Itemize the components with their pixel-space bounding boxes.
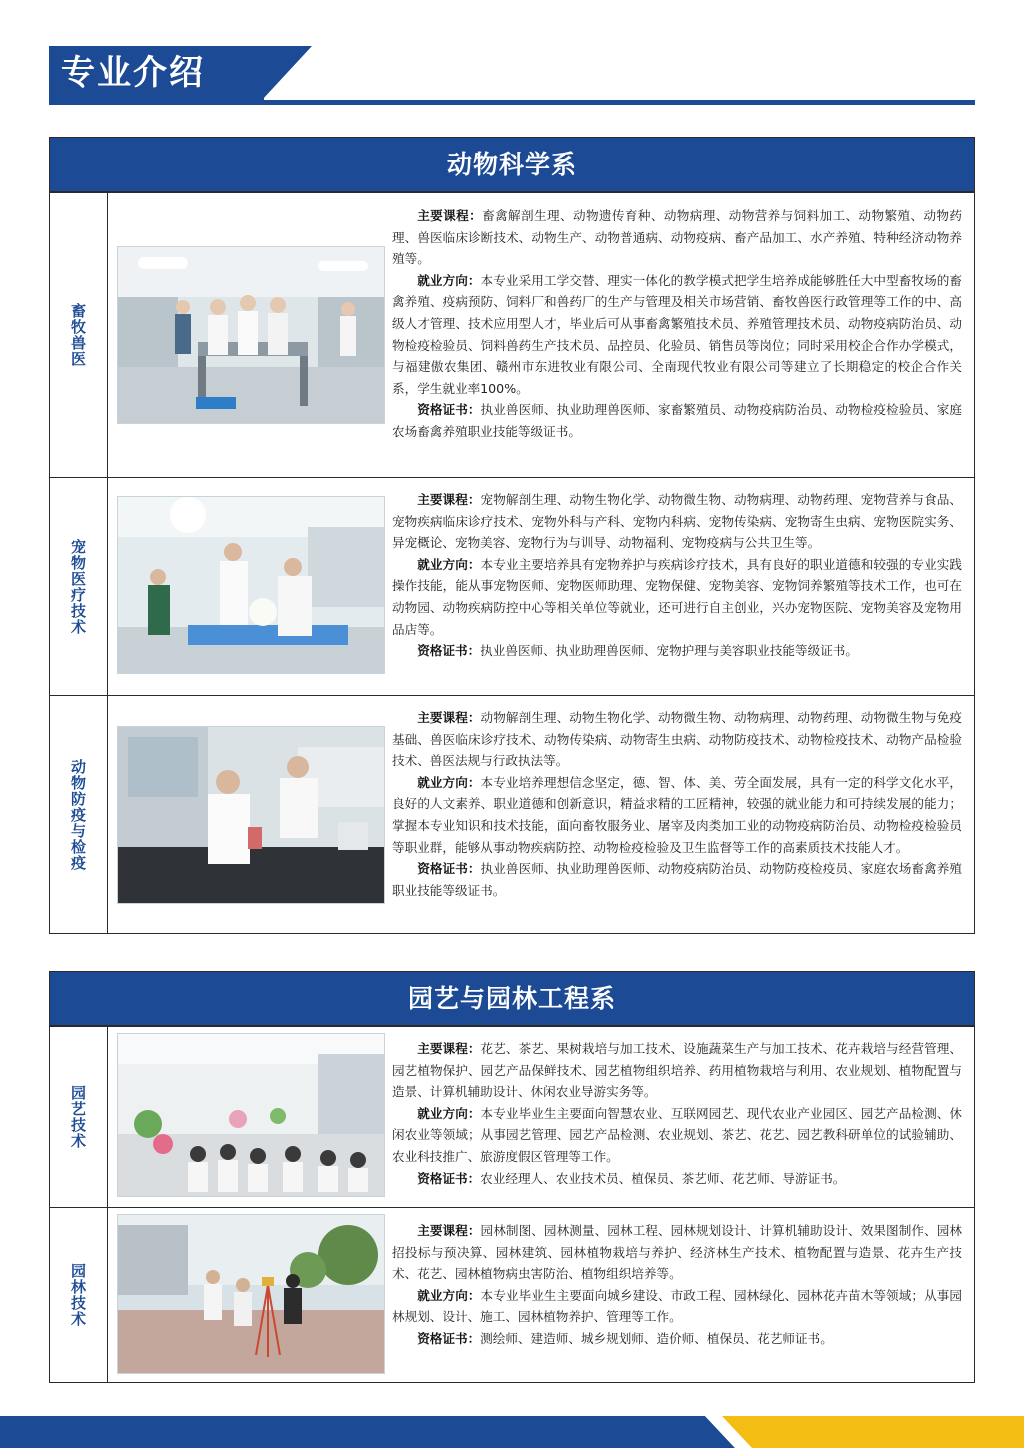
major-row-pet-medical <box>50 477 974 695</box>
major-label: 宠物医疗技术 <box>69 538 87 635</box>
cert-label: 资格证书： <box>417 861 481 877</box>
career-label: 就业方向： <box>417 1287 481 1303</box>
cert-text: 测绘师、建造师、城乡规划师、造价师、植保员、花艺师证书。 <box>480 1330 833 1346</box>
career-paragraph <box>392 270 962 400</box>
major-label-cell <box>50 696 108 933</box>
career-label: 就业方向： <box>417 774 481 790</box>
courses-text: 宠物解剖生理、动物生物化学、动物微生物、动物病理、动物药理、宠物营养与食品、宠物疾病临床诊疗技术、宠物外科与产科、宠物内科病、宠物传染病、宠物寄生虫病、宠物医院实务、异宠概论、宠物美容、宠物行为与训导、动物福利、宠物疫病与公共卫生等。 <box>392 492 962 551</box>
courses-label: 主要课程： <box>417 492 481 507</box>
courses-text: 动物解剖生理、动物生物化学、动物微生物、动物病理、动物药理、动物微生物与免疫基础、兽医临床诊疗技术、动物传染病、动物寄生虫病、动物防疫技术、动物检疫技术、动物产品检验技术、兽医法规与行政执法等。 <box>392 710 962 769</box>
career-label: 就业方向： <box>417 272 481 288</box>
courses-label: 主要课程： <box>417 1041 481 1056</box>
career-paragraph <box>392 1103 962 1168</box>
cert-text: 执业兽医师、执业助理兽医师、家畜繁殖员、动物疫病防治员、动物检疫检验员、家庭农场畜禽养殖职业技能等级证书。 <box>392 402 962 439</box>
title-tab-slant <box>262 46 312 100</box>
major-row-horticulture-tech <box>50 1026 974 1207</box>
major-description <box>392 1038 962 1189</box>
career-label: 就业方向： <box>417 556 481 572</box>
career-paragraph <box>392 772 962 858</box>
lab-pipette-photo <box>117 726 385 904</box>
courses-label: 主要课程： <box>417 1223 481 1238</box>
courses-paragraph <box>392 205 962 270</box>
page-title: 专业介绍 <box>49 46 264 100</box>
cert-paragraph <box>392 1328 962 1350</box>
cert-label: 资格证书： <box>417 1170 481 1186</box>
cert-text: 执业兽医师、执业助理兽医师、宠物护理与美容职业技能等级证书。 <box>480 643 858 659</box>
major-label: 园林技术 <box>69 1263 87 1327</box>
major-description <box>392 489 962 662</box>
cert-label: 资格证书： <box>417 1330 481 1346</box>
major-description <box>392 1220 962 1350</box>
cert-label: 资格证书： <box>417 643 481 659</box>
career-text: 本专业主要培养具有宠物养护与疾病诊疗技术，具有良好的职业道德和较强的专业实践操作技能，能从事宠物医师、宠物医师助理、宠物保健、宠物美容、宠物饲养繁殖等技术工作，也可在动物园、动物疾病防控中心等相关单位等就业，还可进行自主创业，兴办宠物医院、宠物美容及宠物用品店等。 <box>392 556 962 637</box>
career-text: 本专业采用工学交替、理实一体化的教学模式把学生培养成能够胜任大中型畜牧场的畜禽养殖、疫病预防、饲料厂和兽药厂的生产与管理及相关市场营销、畜牧兽医行政管理等工作的中、高级人才管理、技术应用型人才，毕业后可从事畜禽繁殖技术员、养殖管理技术员、动物疫病防治员、动物检疫检验员、饲料兽药生产技术员、品控员、化验员、销售员等岗位；同时采用校企合作办学模式，与福建傲农集团、赣州市东进牧业有限公司、全南现代牧业有限公司等建立了长期稳定的校企合作关系，学生就业率100%。 <box>392 272 962 396</box>
cert-paragraph <box>392 399 962 442</box>
section-title: 动物科学系 <box>50 138 974 192</box>
major-label: 园艺技术 <box>69 1085 87 1149</box>
courses-text: 花艺、茶艺、果树栽培与加工技术、设施蔬菜生产与加工技术、花卉栽培与经营管理、园艺植物保护、园艺产品保鲜技术、园艺植物组织培养、药用植物栽培与利用、农业规划、植物配置与造景、计算机辅助设计、休闲农业导游实务等。 <box>392 1041 962 1100</box>
courses-label: 主要课程： <box>417 208 483 223</box>
floral-classroom-photo <box>117 1033 385 1197</box>
header-underline <box>49 100 975 105</box>
pet-clinic-photo <box>117 496 385 674</box>
surveying-outdoor-photo <box>117 1214 385 1374</box>
footer-stripes <box>0 1416 1024 1448</box>
courses-paragraph <box>392 489 962 554</box>
cert-label: 资格证书： <box>417 402 481 418</box>
lab-animal-dissection-photo <box>117 246 385 424</box>
major-row-epidemic-prevention <box>50 695 974 933</box>
career-paragraph <box>392 1285 962 1328</box>
major-description <box>392 205 962 443</box>
cert-text: 执业兽医师、执业助理兽医师、动物疫病防治员、动物防疫检疫员、家庭农场畜禽养殖职业技能等级证书。 <box>392 861 962 898</box>
major-label-cell <box>50 1027 108 1207</box>
courses-text: 畜禽解剖生理、动物遗传育种、动物病理、动物营养与饲料加工、动物繁殖、动物药理、兽医临床诊断技术、动物生产、动物普通病、动物疫病、畜产品加工、水产养殖、特种经济动物养殖等。 <box>392 208 963 267</box>
page-header <box>49 46 975 104</box>
courses-text: 园林制图、园林测量、园林工程、园林规划设计、计算机辅助设计、效果图制作、园林招投标与预决算、园林建筑、园林植物栽培与养护、经济林生产技术、植物配置与造景、花卉生产技术、花艺、园林植物病虫害防治、植物组织培养等。 <box>392 1223 962 1282</box>
major-label: 畜牧兽医 <box>69 303 87 367</box>
cert-paragraph <box>392 1168 962 1190</box>
cert-text: 农业经理人、农业技术员、植保员、茶艺师、花艺师、导游证书。 <box>480 1170 846 1186</box>
section-animal-science <box>49 137 975 934</box>
career-text: 本专业毕业生主要面向智慧农业、互联网园艺、现代农业产业园区、园艺产品检测、休闲农业等领域；从事园艺管理、园艺产品检测、农业规划、茶艺、花艺、园艺教科研单位的试验辅助、农业科技推广、旅游度假区管理等工作。 <box>392 1105 962 1164</box>
major-row-landscape-tech <box>50 1207 974 1382</box>
career-text: 本专业毕业生主要面向城乡建设、市政工程、园林绿化、园林花卉苗木等领域；从事园林规划、设计、施工、园林植物养护、管理等工作。 <box>392 1287 962 1325</box>
cert-paragraph <box>392 858 962 901</box>
major-label-cell <box>50 478 108 695</box>
cert-paragraph <box>392 640 962 662</box>
major-row-animal-husbandry <box>50 192 974 477</box>
major-label-cell <box>50 193 108 477</box>
career-label: 就业方向： <box>417 1105 481 1121</box>
courses-paragraph <box>392 1038 962 1103</box>
courses-label: 主要课程： <box>417 710 481 725</box>
section-title: 园艺与园林工程系 <box>50 972 974 1026</box>
courses-paragraph <box>392 1220 962 1285</box>
major-label-cell <box>50 1208 108 1382</box>
career-paragraph <box>392 554 962 640</box>
career-text: 本专业培养理想信念坚定，德、智、体、美、劳全面发展，具有一定的科学文化水平，良好的人文素养、职业道德和创新意识，精益求精的工匠精神，较强的就业能力和可持续发展的能力；掌握本专业知识和技术技能，面向畜牧服务业、屠宰及肉类加工业的动物疫病防治员、动物检疫检验员等职业群，能够从事动物疾病防控、动物检疫检验及卫生监督等工作的高素质技术技能人才。 <box>392 774 962 855</box>
major-description <box>392 707 962 901</box>
major-label: 动物防疫与检疫 <box>69 758 87 871</box>
section-horticulture <box>49 971 975 1383</box>
courses-paragraph <box>392 707 962 772</box>
